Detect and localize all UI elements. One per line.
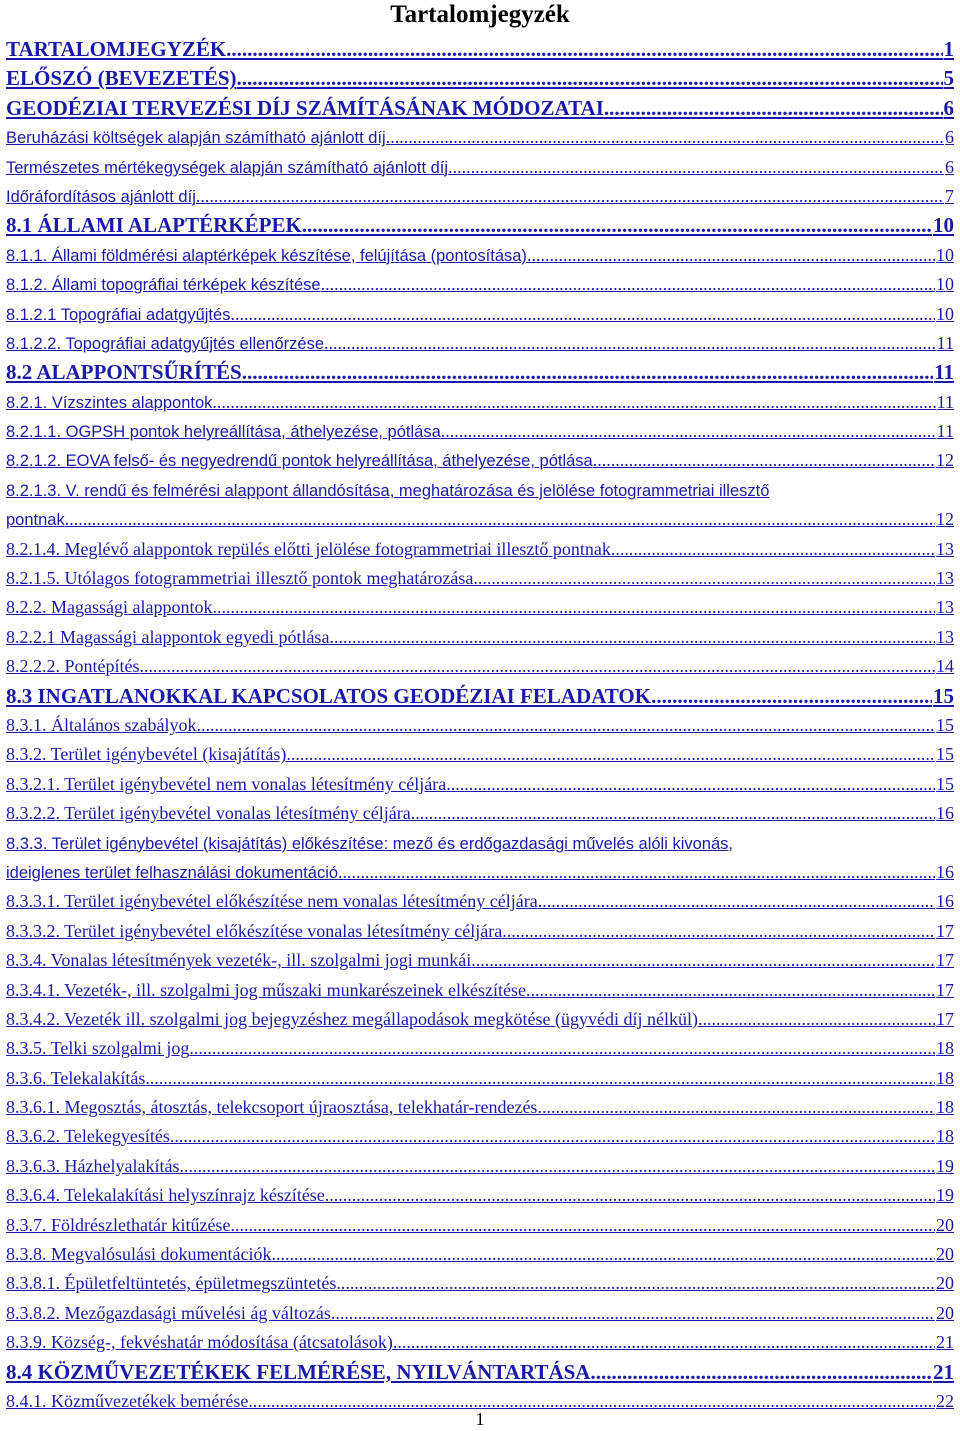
toc-page-number: 12: [936, 450, 954, 471]
toc-page-number: 7: [945, 185, 954, 206]
toc-dot-leader: [590, 1358, 932, 1387]
toc-entry-label: 8.3.8.2. Mezőgazdasági művelési ág változás: [6, 1302, 331, 1323]
toc-entry-termeszetes[interactable]: [6, 153, 954, 182]
toc-page-number: 10: [933, 213, 954, 238]
toc-dot-leader: [448, 153, 944, 182]
toc-dot-leader: [471, 946, 935, 975]
toc-entry-8-3-6[interactable]: [6, 1064, 954, 1093]
toc-entry-label: 8.1.2. Állami topográfiai térképek készítése: [6, 276, 321, 295]
toc-entry-8-3-2-1[interactable]: [6, 770, 954, 799]
toc-entry-label: 8.2.2. Magassági alappontok: [6, 597, 213, 618]
toc-entry-label: 8.3.4. Vonalas létesítmények vezeték-, ill. szolgalmi jogi munkái: [6, 950, 472, 971]
toc-entry-idorafordit[interactable]: [6, 182, 954, 211]
toc-entry-8-3-4[interactable]: [6, 946, 954, 975]
page-number: 1: [475, 1409, 485, 1429]
toc-entry-8-2-1[interactable]: [6, 388, 954, 417]
toc-entry-eloszo[interactable]: [6, 64, 954, 93]
toc-entry-label: 8.3.6.3. Házhelyalakítás: [6, 1155, 180, 1176]
toc-entry-label: 8.1.2.2. Topográfiai adatgyűjtés ellenőrzése: [6, 334, 324, 353]
toc-entry-label: 8.4.1. Közművezetékek bemérése: [6, 1390, 249, 1411]
toc-entry-8-3-3[interactable]: [6, 829, 954, 888]
toc-entry-label: GEODÉZIAI TERVEZÉSI DÍJ SZÁMÍTÁSÁNAK MÓDOZATAI: [6, 95, 604, 120]
table-of-contents: [6, 35, 954, 1416]
toc-entry-label: 8.2.2.1 Magassági alappontok egyedi pótlása: [6, 626, 330, 647]
toc-entry-label: 8.3.2.1. Terület igénybevétel nem vonalas létesítmény céljára: [6, 773, 447, 794]
toc-dot-leader: [212, 388, 935, 417]
toc-entry-8-1-1[interactable]: [6, 241, 954, 270]
toc-entry-label: 8.3.1. Általános szabályok: [6, 714, 197, 735]
toc-dot-leader: [526, 976, 935, 1005]
toc-entry-8-3-3-2[interactable]: [6, 917, 954, 946]
toc-dot-leader: [527, 241, 935, 270]
toc-entry-beruhazasi[interactable]: [6, 123, 954, 152]
toc-dot-leader: [329, 623, 935, 652]
toc-dot-leader: [230, 1211, 935, 1240]
toc-dot-leader: [242, 358, 933, 387]
toc-entry-8-3-1[interactable]: [6, 711, 954, 740]
page-title: Tartalomjegyzék: [390, 1, 570, 28]
toc-page-number: 18: [936, 1097, 954, 1118]
toc-page-number: 18: [936, 1126, 954, 1147]
toc-dot-leader: [593, 446, 935, 475]
toc-entry-label: 8.1.1. Állami földmérési alaptérképek készítése, felújítása (pontosítása): [6, 246, 527, 265]
toc-entry-8-3-5[interactable]: [6, 1034, 954, 1063]
toc-entry-8-3-8-2[interactable]: [6, 1299, 954, 1328]
toc-entry-8-3-6-2[interactable]: [6, 1122, 954, 1151]
toc-entry-label: 8.2 ALAPPONTSŰRÍTÉS: [6, 360, 242, 385]
toc-dot-leader: [604, 94, 943, 123]
toc-page-number: 20: [936, 1214, 954, 1235]
toc-entry-8-2-1-5[interactable]: [6, 564, 954, 593]
toc-entry-label: Beruházási költségek alapján számítható ajánlott díj: [6, 129, 386, 148]
toc-entry-label: 8.2.1.3. V. rendű és felmérési alappont állandósítása, meghatározása és jelölése fotogrammetriai illesztő: [6, 481, 770, 500]
toc-dot-leader: [473, 564, 935, 593]
toc-dot-leader: [196, 182, 944, 211]
toc-dot-leader: [286, 740, 935, 769]
toc-entry-label: 8.2.2.2. Pontépítés: [6, 656, 140, 677]
toc-dot-leader: [226, 35, 942, 64]
toc-entry-8-2-1-1[interactable]: [6, 417, 954, 446]
toc-dot-leader: [170, 1122, 935, 1151]
toc-dot-leader: [611, 535, 935, 564]
toc-entry-8-3-9[interactable]: [6, 1328, 954, 1357]
toc-dot-leader: [393, 1328, 935, 1357]
toc-page-number: 20: [936, 1244, 954, 1265]
toc-page-number: 11: [936, 332, 954, 353]
toc-entry-label: 8.3.2.2. Terület igénybevétel vonalas létesítmény céljára: [6, 803, 411, 824]
toc-dot-leader: [145, 1064, 935, 1093]
toc-entry-label: Természetes mértékegységek alapján számítható ajánlott díj: [6, 158, 449, 177]
toc-entry-label: 8.1 ÁLLAMI ALAPTÉRKÉPEK: [6, 213, 302, 238]
toc-entry-8-1-2-2[interactable]: [6, 329, 954, 358]
toc-page-number: 16: [936, 861, 954, 882]
toc-entry-8-3[interactable]: [6, 682, 954, 711]
toc-entry-8-1[interactable]: [6, 211, 954, 240]
toc-entry-8-2[interactable]: [6, 358, 954, 387]
toc-page-number: 10: [936, 303, 954, 324]
toc-entry-label: 8.2.1. Vízszintes alappontok: [6, 393, 213, 412]
toc-dot-leader: [538, 887, 935, 916]
toc-entry-8-2-1-2[interactable]: [6, 446, 954, 475]
toc-entry-8-2-2-1[interactable]: [6, 623, 954, 652]
toc-page-number: 13: [936, 626, 954, 647]
toc-page-number: 18: [936, 1038, 954, 1059]
toc-page-number: 13: [936, 597, 954, 618]
toc-page-number: 16: [936, 803, 954, 824]
toc-entry-label: 8.3.3. Terület igénybevétel (kisajátítás) előkészítése: mező és erdőgazdasági művelés alóli kivonás,: [6, 834, 733, 853]
toc-dot-leader: [65, 505, 935, 534]
toc-entry-label: 8.3.6.1. Megosztás, átosztás, telekcsoport újraosztása, telekhatár-rendezés: [6, 1097, 538, 1118]
toc-entry-8-3-3-1[interactable]: [6, 887, 954, 916]
toc-page-number: 10: [936, 244, 954, 265]
toc-entry-8-2-2[interactable]: [6, 593, 954, 622]
toc-entry-8-3-8-1[interactable]: [6, 1269, 954, 1298]
toc-entry-8-3-4-1[interactable]: [6, 976, 954, 1005]
toc-page-number: 19: [936, 1185, 954, 1206]
toc-page-number: 17: [936, 920, 954, 941]
toc-entry-label: 8.2.1.4. Meglévő alappontok repülés előtti jelölése fotogrammetriai illesztő pontnak: [6, 538, 611, 559]
toc-entry-8-3-8[interactable]: [6, 1240, 954, 1269]
toc-entry-label: 8.3.8. Megvalósulási dokumentációk: [6, 1244, 272, 1265]
toc-entry-8-1-2[interactable]: [6, 270, 954, 299]
toc-dot-leader: [502, 917, 935, 946]
toc-entry-label: 8.3.3.2. Terület igénybevétel előkészítése vonalas létesítmény céljára: [6, 920, 503, 941]
toc-entry-label-continued: ideiglenes terület felhasználási dokumentáció: [6, 863, 339, 882]
toc-entry-8-2-2-2[interactable]: [6, 652, 954, 681]
toc-page-number: 22: [936, 1390, 954, 1411]
toc-dot-leader: [441, 417, 936, 446]
toc-entry-label: 8.1.2.1 Topográfiai adatgyűjtés: [6, 305, 231, 324]
toc-dot-leader: [271, 1240, 935, 1269]
toc-page-number: 13: [936, 538, 954, 559]
toc-page-number: 15: [936, 773, 954, 794]
toc-dot-leader: [386, 123, 944, 152]
toc-page-number: 17: [936, 1008, 954, 1029]
toc-page-number: 1: [943, 37, 954, 61]
toc-page-number: 11: [936, 391, 954, 412]
toc-entry-8-4[interactable]: [6, 1358, 954, 1387]
toc-entry-label: ELŐSZÓ (BEVEZETÉS): [6, 66, 237, 91]
toc-entry-label-continued: pontnak: [6, 511, 65, 530]
toc-page-number: 14: [936, 656, 954, 677]
toc-entry-label: 8.4 KÖZMŰVEZETÉKEK FELMÉRÉSE, NYILVÁNTARTÁSA: [6, 1359, 591, 1384]
toc-page-number: 6: [943, 95, 954, 120]
toc-entry-8-2-1-3[interactable]: [6, 476, 954, 535]
toc-page-number: 21: [936, 1332, 954, 1353]
toc-dot-leader: [446, 770, 935, 799]
toc-entry-8-3-6-1[interactable]: [6, 1093, 954, 1122]
toc-dot-leader: [324, 329, 936, 358]
toc-dot-leader: [698, 1005, 935, 1034]
toc-entry-label: 8.3.6.4. Telekalakítási helyszínrajz készítése: [6, 1185, 325, 1206]
toc-entry-label: 8.3.3.1. Terület igénybevétel előkészítése nem vonalas létesítmény céljára: [6, 891, 538, 912]
toc-entry-label: Időráfordításos ajánlott díj: [6, 187, 196, 206]
toc-dot-leader: [140, 652, 936, 681]
toc-page-number: 11: [934, 360, 954, 385]
toc-entry-label: 8.2.1.1. OGPSH pontok helyreállítása, áthelyezése, pótlása: [6, 423, 441, 442]
toc-page-number: 18: [936, 1067, 954, 1088]
toc-page-number: 5: [943, 66, 954, 91]
toc-page-number: 20: [936, 1273, 954, 1294]
toc-page-number: 10: [936, 274, 954, 295]
toc-page-number: 17: [936, 979, 954, 1000]
toc-dot-leader: [321, 270, 935, 299]
toc-entry-8-3-6-4[interactable]: [6, 1181, 954, 1210]
toc-entry-label: 8.3.4.2. Vezeték ill. szolgalmi jog bejegyzéshez megállapodások megkötése (ügyvédi díj nélkül): [6, 1008, 698, 1029]
toc-page-number: 15: [936, 714, 954, 735]
toc-page-number: 11: [936, 421, 954, 442]
toc-dot-leader: [196, 711, 935, 740]
toc-entry-label: 8.2.1.2. EOVA felső- és negyedrendű pontok helyreállítása, áthelyezése, pótlása: [6, 452, 593, 471]
toc-entry-label: TARTALOMJEGYZÉK: [6, 37, 227, 61]
toc-page-number: 12: [936, 509, 954, 530]
toc-dot-leader: [237, 64, 943, 93]
toc-dot-leader: [179, 1152, 935, 1181]
toc-entry-modozatai[interactable]: [6, 94, 954, 123]
toc-dot-leader: [189, 1034, 935, 1063]
toc-page-number: 15: [936, 744, 954, 765]
toc-entry-8-1-2-1[interactable]: [6, 300, 954, 329]
toc-entry-label: 8.3.9. Község-, fekvéshatár módosítása (átcsatolások): [6, 1332, 393, 1353]
toc-page-number: 15: [933, 683, 954, 708]
toc-dot-leader: [651, 682, 932, 711]
toc-dot-leader: [537, 1093, 935, 1122]
toc-entry-label: 8.3.6.2. Telekegyesítés: [6, 1126, 170, 1147]
toc-dot-leader: [302, 211, 932, 240]
toc-dot-leader: [212, 593, 935, 622]
toc-entry-label: 8.3.8.1. Épületfeltüntetés, épületmegszüntetés: [6, 1273, 337, 1294]
toc-page-number: 21: [933, 1359, 954, 1384]
toc-page-number: 20: [936, 1302, 954, 1323]
toc-entry-8-3-6-3[interactable]: [6, 1152, 954, 1181]
toc-page-number: 6: [945, 127, 954, 148]
toc-page-number: 19: [936, 1155, 954, 1176]
toc-entry-8-3-4-2[interactable]: [6, 1005, 954, 1034]
toc-entry-label: 8.3 INGATLANOKKAL KAPCSOLATOS GEODÉZIAI FELADATOK: [6, 683, 652, 708]
toc-page-number: 13: [936, 568, 954, 589]
toc-entry-label: 8.3.6. Telekalakítás: [6, 1067, 146, 1088]
toc-dot-leader: [336, 1269, 935, 1298]
toc-dot-leader: [325, 1181, 935, 1210]
toc-entry-8-2-1-4[interactable]: [6, 535, 954, 564]
toc-dot-leader: [331, 1299, 935, 1328]
toc-entry-label: 8.3.2. Terület igénybevétel (kisajátítás): [6, 744, 287, 765]
toc-entry-8-3-2-2[interactable]: [6, 799, 954, 828]
toc-page-number: 16: [936, 891, 954, 912]
toc-entry-label: 8.2.1.5. Utólagos fotogrammetriai illesztő pontok meghatározása: [6, 568, 474, 589]
toc-entry-label: 8.3.5. Telki szolgalmi jog: [6, 1038, 190, 1059]
toc-page-number: 17: [936, 950, 954, 971]
toc-dot-leader: [230, 300, 935, 329]
toc-page-number: 6: [945, 156, 954, 177]
toc-dot-leader: [411, 799, 935, 828]
toc-entry-8-3-7[interactable]: [6, 1211, 954, 1240]
toc-entry-8-3-2[interactable]: [6, 740, 954, 769]
toc-entry-label: 8.3.4.1. Vezeték-, ill. szolgalmi jog műszaki munkarészeinek elkészítése: [6, 979, 527, 1000]
toc-entry-tartalomjegyzek[interactable]: [6, 35, 954, 64]
toc-dot-leader: [338, 858, 935, 887]
toc-entry-label: 8.3.7. Földrészlethatár kitűzése: [6, 1214, 231, 1235]
